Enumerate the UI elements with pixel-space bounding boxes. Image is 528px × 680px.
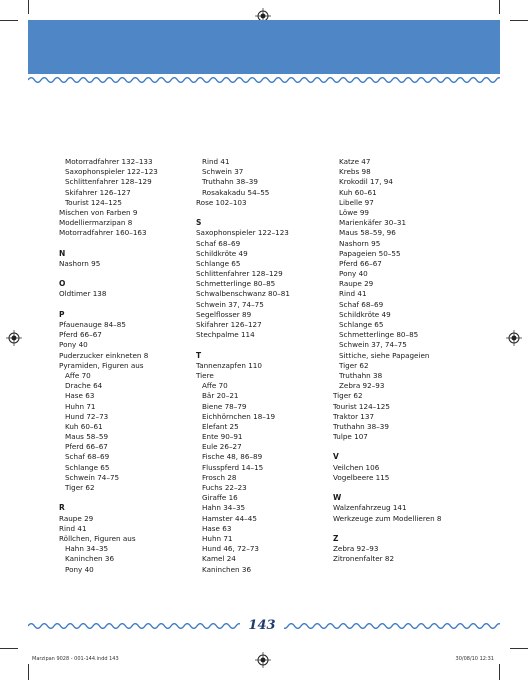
index-spacer (333, 442, 483, 452)
index-entry: Kaninchen 36 (65, 554, 115, 564)
index-entry: Motorradfahrer 160–163 (59, 228, 147, 238)
index-entry: Tannenzapfen 110 (196, 360, 262, 370)
print-slug-timestamp: 30/08/10 12:31 (455, 656, 494, 662)
crop-mark (510, 20, 528, 21)
index-entry: Kamel 24 (202, 554, 236, 564)
index-entry: Schildkröte 49 (196, 248, 248, 258)
index-entry: Stechpalme 114 (196, 330, 255, 340)
index-entry: Pony 40 (65, 564, 94, 574)
crop-mark (0, 648, 18, 649)
index-entry: Schlange 65 (339, 320, 384, 329)
index-entry: Zitronenfalter 82 (333, 554, 395, 564)
index-entry: Hahn 34–35 (202, 503, 246, 513)
index-entry: Schlange 65 (65, 462, 110, 472)
index-entry: Schmetterlinge 80–85 (339, 330, 419, 340)
index-column-2 (196, 157, 326, 575)
index-entry: Raupe 29 (339, 279, 374, 289)
index-entry: Motorradfahrer 132–133 (65, 157, 153, 166)
index-entry: Tiger 62 (333, 391, 363, 401)
index-entry: Tiere (196, 370, 214, 380)
index-entry: Affe 70 (65, 370, 91, 380)
index-entry: Schmetterlinge 80–85 (196, 279, 276, 289)
index-entry: Maus 58–59, 96 (339, 228, 396, 238)
index-column-3 (333, 157, 483, 565)
index-spacer (196, 340, 326, 350)
index-entry: Truthahn 38 (339, 370, 383, 380)
index-entry: Eule 26–27 (202, 442, 242, 452)
index-spacer (59, 239, 189, 249)
index-entry: Truthahn 38–39 (202, 177, 258, 187)
index-entry: Pony 40 (339, 269, 368, 279)
index-spacer (333, 524, 483, 534)
index-entry: Schlittenfahrer 128–129 (65, 177, 152, 187)
index-entry: Pfauenauge 84–85 (59, 320, 126, 329)
index-entry: Skifahrer 126–127 (65, 187, 131, 197)
index-entry: Elefant 25 (202, 421, 239, 431)
index-entry: Truthahn 38–39 (333, 421, 389, 431)
index-entry: Nashorn 95 (59, 258, 101, 268)
index-entry: Fische 48, 86–89 (202, 452, 263, 462)
index-entry: Pferd 66–67 (339, 258, 382, 268)
index-entry: Schlange 65 (196, 258, 241, 268)
crop-mark (0, 20, 18, 21)
index-entry: Oldtimer 138 (59, 289, 107, 299)
index-entry: Schaf 68–69 (196, 238, 241, 248)
index-entry: Raupe 29 (59, 513, 94, 523)
index-entry: Pferd 66–67 (65, 442, 108, 452)
index-entry: Tourist 124–125 (65, 197, 122, 207)
index-entry: Eichhörnchen 18–19 (202, 411, 276, 421)
index-entry: Skifahrer 126–127 (196, 320, 262, 329)
index-letter-heading: Z (333, 533, 339, 543)
index-entry: Schildkröte 49 (339, 309, 391, 319)
page-number: 143 (240, 617, 284, 635)
wave-divider-top (28, 74, 500, 86)
index-letter-heading: W (333, 493, 342, 503)
index-spacer (59, 269, 189, 279)
index-entry: Krokodil 17, 94 (339, 177, 393, 187)
index-entry: Schwein 37, 74–75 (196, 299, 264, 309)
index-spacer (196, 208, 326, 218)
index-entry: Kuh 60–61 (65, 421, 103, 431)
index-entry: Walzenfahrzeug 141 (333, 503, 407, 513)
index-entry: Segelflosser 89 (196, 309, 252, 319)
index-entry: Schwein 37 (202, 167, 244, 177)
index-entry: Hahn 34–35 (65, 544, 109, 554)
index-entry: Bär 20–21 (202, 391, 239, 401)
index-entry: Nashorn 95 (339, 238, 381, 248)
index-entry: Modelliermarzipan 8 (59, 218, 133, 228)
index-entry: Rosakakadu 54–55 (202, 187, 270, 197)
index-entry: Puderzucker einkneten 8 (59, 350, 149, 360)
index-entry: Zebra 92–93 (339, 381, 385, 391)
crop-mark (499, 664, 500, 680)
index-spacer (59, 300, 189, 310)
index-entry: Giraffe 16 (202, 493, 238, 503)
index-entry: Zebra 92–93 (333, 544, 379, 554)
index-entry: Huhn 71 (65, 401, 96, 411)
index-entry: Vogelbeere 115 (333, 472, 390, 482)
index-entry: Tulpe 107 (333, 432, 368, 442)
index-entry: Krebs 98 (339, 167, 371, 177)
index-entry: Maus 58–59 (65, 432, 109, 442)
registration-mark-icon (6, 330, 22, 346)
index-entry: Pyramiden, Figuren aus (59, 360, 144, 370)
index-entry: Hase 63 (202, 523, 232, 533)
index-entry: Drache 64 (65, 381, 103, 391)
index-entry: Saxophonspieler 122–123 (196, 228, 289, 238)
index-entry: Marienkäfer 30–31 (339, 218, 407, 228)
index-entry: Rind 41 (59, 523, 87, 533)
index-entry: Hund 46, 72–73 (202, 544, 259, 554)
index-spacer (333, 483, 483, 493)
index-entry: Rind 41 (339, 289, 367, 299)
index-entry: Kaninchen 36 (202, 564, 252, 574)
index-entry: Saxophonspieler 122–123 (65, 167, 158, 177)
index-entry: Fuchs 22–23 (202, 483, 247, 492)
index-letter-heading: T (196, 350, 202, 360)
index-letter-heading: S (196, 218, 202, 228)
index-entry: Schaf 68–69 (65, 452, 110, 462)
index-letter-heading: V (333, 452, 339, 462)
index-entry: Huhn 71 (202, 533, 233, 543)
index-entry: Affe 70 (202, 381, 228, 391)
index-entry: Veilchen 106 (333, 462, 380, 472)
index-entry: Libelle 97 (339, 197, 374, 207)
print-slug-filename: Marzipan 9028 - 001-144.indd 143 (32, 656, 119, 662)
index-entry: Sittiche, siehe Papageien (339, 350, 430, 360)
crop-mark (510, 648, 528, 649)
index-entry: Mischen von Farben 9 (59, 207, 138, 217)
index-entry: Katze 47 (339, 157, 371, 166)
index-entry: Hase 63 (65, 391, 95, 401)
index-entry: Schwein 74–75 (65, 472, 120, 482)
index-entry: Biene 78–79 (202, 401, 247, 411)
index-letter-heading: N (59, 248, 66, 258)
index-entry: Werkzeuge zum Modellieren 8 (333, 513, 442, 523)
index-entry: Kuh 60–61 (339, 187, 377, 197)
index-entry: Tiger 62 (339, 360, 369, 370)
index-entry: Löwe 99 (339, 207, 370, 217)
index-entry: Pony 40 (59, 340, 88, 350)
registration-mark-icon (506, 330, 522, 346)
index-entry: Röllchen, Figuren aus (59, 533, 136, 543)
crop-mark (28, 664, 29, 680)
index-entry: Hamster 44–45 (202, 513, 257, 523)
index-entry: Schwalbenschwanz 80–81 (196, 289, 290, 299)
index-entry: Frosch 28 (202, 472, 237, 482)
registration-mark-icon (255, 652, 271, 668)
index-entry: Rind 41 (202, 157, 230, 166)
crop-mark (499, 0, 500, 14)
index-entry: Papageien 50–55 (339, 248, 401, 258)
index-letter-heading: P (59, 309, 65, 319)
crop-mark (28, 0, 29, 14)
index-spacer (59, 493, 189, 503)
index-entry: Tiger 62 (65, 483, 95, 492)
index-entry: Rose 102–103 (196, 197, 247, 207)
index-column-1 (59, 157, 189, 575)
index-entry: Tourist 124–125 (333, 401, 390, 411)
header-banner (28, 20, 500, 82)
index-letter-heading: R (59, 503, 65, 513)
index-entry: Flusspferd 14–15 (202, 462, 264, 472)
index-entry: Traktor 137 (333, 411, 375, 421)
index-entry: Hund 72–73 (65, 411, 109, 421)
index-letter-heading: O (59, 279, 66, 289)
index-entry: Schaf 68–69 (339, 299, 384, 309)
index-entry: Pferd 66–67 (59, 330, 102, 340)
index-entry: Ente 90–91 (202, 432, 243, 442)
index-entry: Schwein 37, 74–75 (339, 340, 407, 350)
index-entry: Schlittenfahrer 128–129 (196, 269, 283, 279)
